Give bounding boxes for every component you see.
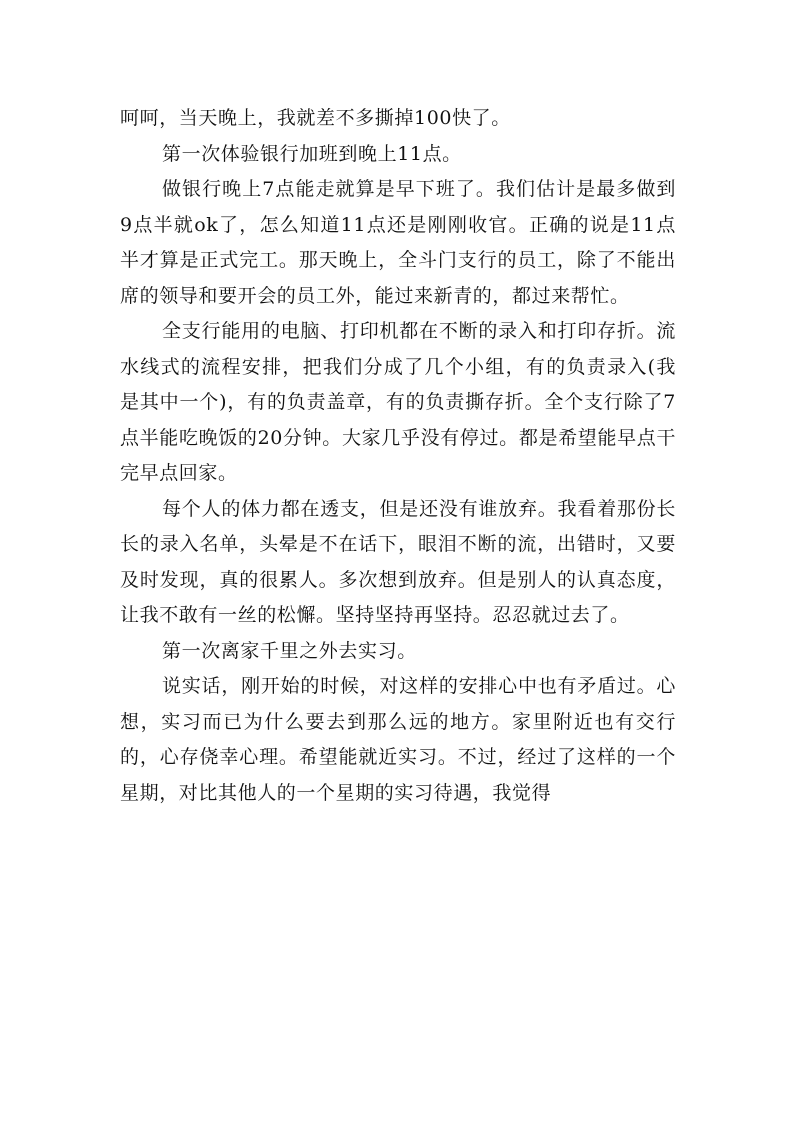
paragraph-6: 第一次离家千里之外去实习。 bbox=[162, 639, 417, 662]
paragraph-5: 每个人的体力都在透支，但是还没有谁放弃。我看着那份长长的录入名单，头晕是不在话下，眼泪不断的流，出错时，又要及时发现，真的很累人。多次想到放弃。但是别人的认真态度，让我不敢有一丝的松懈。坚持坚持再坚持。忍忍就过去了。 bbox=[120, 497, 676, 626]
paragraph-3: 做银行晚上7点能走就算是早下班了。我们估计是最多做到9点半就ok了，怎么知道11点还是刚刚收官。正确的说是11点半才算是正式完工。那天晚上，全斗门支行的员工，除了不能出席的领导和要开会的员工外，能过来新青的，都过来帮忙。 bbox=[120, 178, 676, 307]
paragraph-4: 全支行能用的电脑、打印机都在不断的录入和打印存折。流水线式的流程安排，把我们分成了几个小组，有的负责录入(我是其中一个)，有的负责盖章，有的负责撕存折。全个支行除了7点半能吃晚饭的20分钟。大家几乎没有停过。都是希望能早点干完早点回家。 bbox=[120, 320, 676, 484]
document-body bbox=[120, 101, 676, 811]
paragraph-2: 第一次体验银行加班到晚上11点。 bbox=[162, 142, 462, 165]
paragraph-1: 呵呵，当天晚上，我就差不多撕掉100快了。 bbox=[120, 107, 511, 129]
paragraph-7: 说实话，刚开始的时候，对这样的安排心中也有矛盾过。心想，实习而已为什么要去到那么远的地方。家里附近也有交行的，心存侥幸心理。希望能就近实习。不过，经过了这样的一个星期，对比其他人的一个星期的实习待遇，我觉得 bbox=[120, 675, 676, 804]
